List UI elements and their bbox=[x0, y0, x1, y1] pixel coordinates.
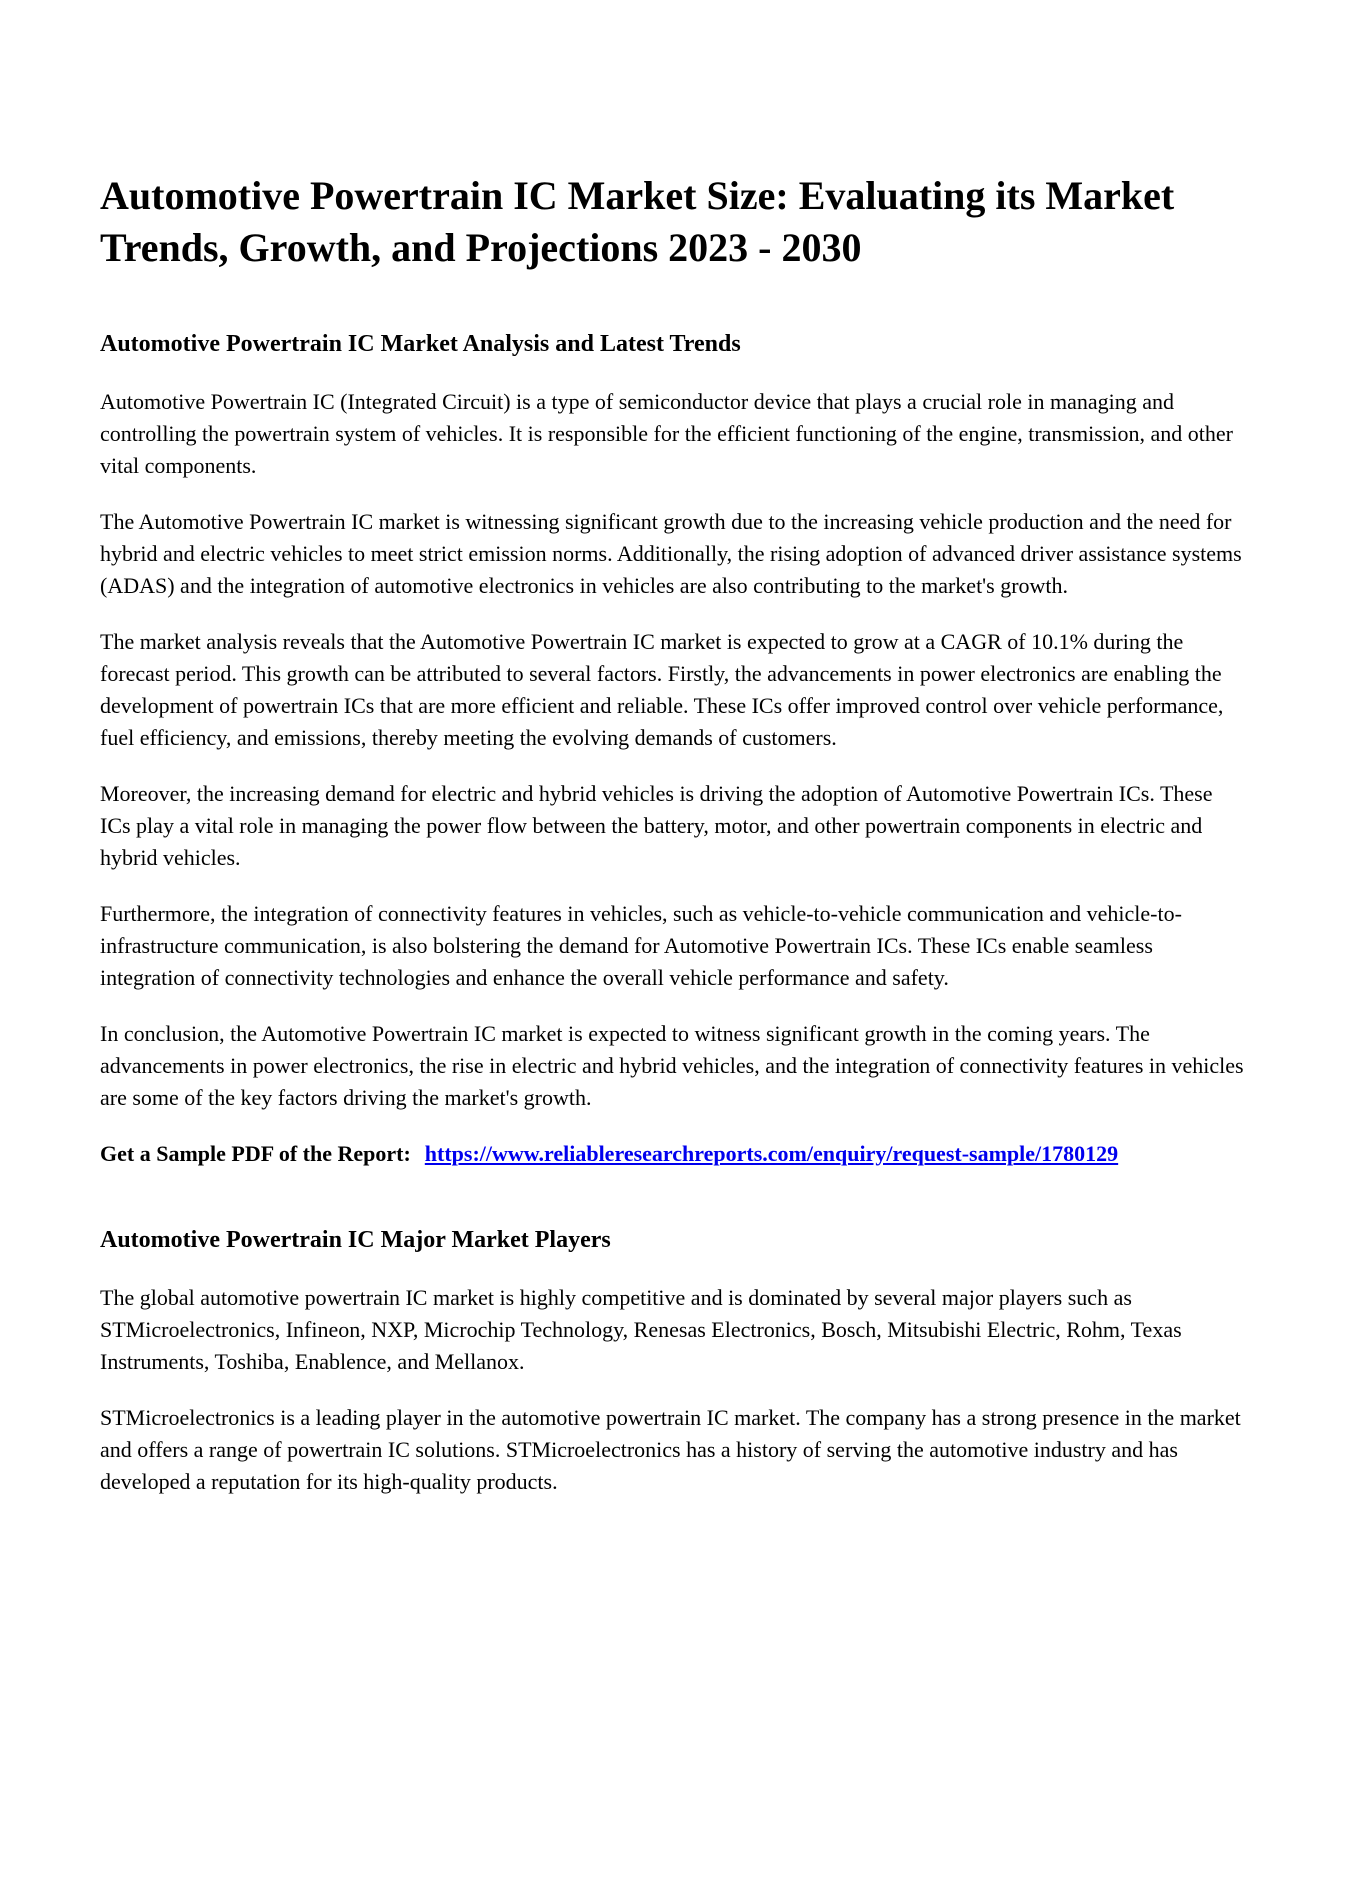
analysis-paragraph-3: The market analysis reveals that the Automotive Powertrain IC market is expected to grow at a CAGR of 10.1% during the forecast period. This growth can be attributed to several factors. Firstly, the advancements in power electronics are enabling the development of powertrain ICs that are more efficient and reliable. These ICs offer improved control over vehicle performance, fuel efficiency, and emissions, thereby meeting the evolving demands of customers. bbox=[100, 629, 1224, 750]
page-title: Automotive Powertrain IC Market Size: Evaluating its Market Trends, Growth, and Projections 2023 - 2030 bbox=[100, 173, 1175, 270]
analysis-paragraph-4: Moreover, the increasing demand for electric and hybrid vehicles is driving the adoption of Automotive Powertrain ICs. These ICs play a vital role in managing the power flow between the battery, motor, and other powertrain components in electric and hybrid vehicles. bbox=[100, 781, 1213, 870]
analysis-paragraph-1: Automotive Powertrain IC (Integrated Circuit) is a type of semiconductor device that plays a crucial role in managing and controlling the powertrain system of vehicles. It is responsible for the efficient functioning of the engine, transmission, and other vital components. bbox=[100, 389, 1233, 478]
sample-pdf-line bbox=[100, 1138, 1245, 1170]
section-heading-players: Automotive Powertrain IC Major Market Players bbox=[100, 1227, 611, 1253]
analysis-paragraph-5: Furthermore, the integration of connectivity features in vehicles, such as vehicle-to-vehicle communication and vehicle-to-infrastructure communication, is also bolstering the demand for Automotive Powertrain ICs. These ICs enable seamless integration of connectivity technologies and enhance the overall vehicle performance and safety. bbox=[100, 901, 1182, 990]
players-paragraph-1: The global automotive powertrain IC market is highly competitive and is dominated by several major players such as STMicroelectronics, Infineon, NXP, Microchip Technology, Renesas Electronics, Bosch, Mitsubishi Electric, Rohm, Texas Instruments, Toshiba, Enablence, and Mellanox. bbox=[100, 1285, 1182, 1374]
section-heading-analysis: Automotive Powertrain IC Market Analysis and Latest Trends bbox=[100, 331, 741, 357]
analysis-paragraph-6: In conclusion, the Automotive Powertrain IC market is expected to witness significant growth in the coming years. The advancements in power electronics, the rise in electric and hybrid vehicles, and the integration of connectivity features in vehicles are some of the key factors driving the market's growth. bbox=[100, 1021, 1244, 1110]
players-paragraph-2: STMicroelectronics is a leading player in the automotive powertrain IC market. The company has a strong presence in the market and offers a range of powertrain IC solutions. STMicroelectronics has a history of serving the automotive industry and has developed a reputation for its high-quality products. bbox=[100, 1405, 1241, 1494]
sample-pdf-label: Get a Sample PDF of the Report: bbox=[100, 1141, 411, 1166]
sample-pdf-link[interactable]: https://www.reliableresearchreports.com/enquiry/request-sample/1780129 bbox=[424, 1141, 1119, 1166]
analysis-paragraph-2: The Automotive Powertrain IC market is witnessing significant growth due to the increasing vehicle production and the need for hybrid and electric vehicles to meet strict emission norms. Additionally, the rising adoption of advanced driver assistance systems (ADAS) and the integration of automotive electronics in vehicles are also contributing to the market's growth. bbox=[100, 509, 1242, 598]
